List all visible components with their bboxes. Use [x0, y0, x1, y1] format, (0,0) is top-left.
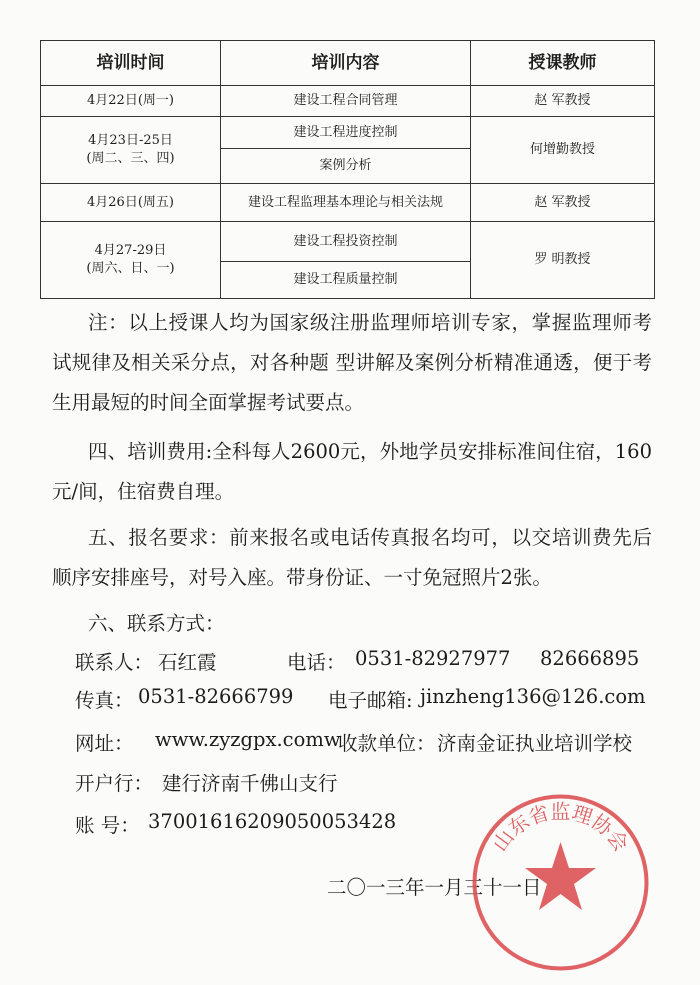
phone-label: 电话： [287, 651, 346, 674]
fax-label: 传真： [75, 689, 134, 712]
date-line: 4月27-29日 [94, 243, 167, 258]
row-content: 建设工程质量控制 [221, 262, 471, 299]
row-date [41, 222, 221, 299]
contact-person-label: 联系人： [75, 651, 154, 674]
note-paragraph: 注：以上授课人均为国家级注册监理师培训专家，掌握监理师考试规律及相关采分点，对各种题 型讲解及案例分析精准通透，便于考生用最短的时间全面掌握考试要点。 [52, 311, 652, 414]
row-date [41, 117, 221, 184]
row-content: 建设工程投资控制 [221, 222, 471, 262]
row-teacher: 赵 军教授 [471, 86, 655, 117]
official-seal [468, 790, 653, 975]
document-date: 二〇一三年一月三十一日 [327, 876, 542, 899]
date-line: (周六、日、一) [86, 261, 175, 276]
date-line: 4月23日-25日 [88, 133, 173, 148]
contact-heading: 六、联系方式： [88, 612, 225, 635]
phone-2: 82666895 [540, 647, 640, 670]
account-number: 37001616209050053428 [148, 810, 397, 833]
seal-text: 山东省监理协会 [487, 799, 634, 856]
account-label: 账 号： [75, 814, 140, 837]
header-content: 培训内容 [221, 41, 471, 86]
email-label: 电子邮箱: [328, 689, 413, 712]
registration-paragraph: 五、报名要求：前来报名或电话传真报名均可，以交培训费先后顺序安排座号，对号入座。带身份证、一寸免冠照片2张。 [52, 526, 652, 589]
table-row [41, 184, 655, 222]
row-content: 建设工程监理基本理论与相关法规 [221, 184, 471, 222]
bank-name: 建行济南千佛山支行 [162, 772, 338, 795]
payee-label: 收款单位： [338, 732, 436, 755]
contact-person: 石红霞 [158, 651, 217, 674]
row-content: 建设工程进度控制 [221, 117, 471, 149]
header-teacher: 授课教师 [471, 41, 655, 86]
bank-label: 开户行： [75, 772, 154, 795]
header-time: 培训时间 [41, 41, 221, 86]
row-teacher: 赵 军教授 [471, 184, 655, 222]
row-date: 4月26日(周五) [41, 184, 221, 222]
payee-name: 济南金证执业培训学校 [437, 732, 633, 755]
fax-number: 0531-82666799 [138, 685, 294, 708]
fees-paragraph: 四、培训费用:全科每人2600元，外地学员安排标准间住宿，160元/间，住宿费自理。 [52, 440, 652, 503]
email-address[interactable]: jinzheng136@126.com [420, 685, 646, 708]
website-url[interactable]: www.zyzgpx.comw [155, 728, 341, 751]
row-teacher: 何增勤教授 [471, 117, 655, 184]
table-row [41, 117, 655, 149]
table-header-row [41, 41, 655, 86]
seal-star-icon [525, 842, 596, 910]
row-content: 建设工程合同管理 [221, 86, 471, 117]
website-label: 网址： [75, 732, 134, 755]
row-teacher: 罗 明教授 [471, 222, 655, 299]
phone-1: 0531-82927977 [355, 647, 511, 670]
date-line: (周二、三、四) [86, 151, 175, 166]
row-content: 案例分析 [221, 149, 471, 184]
row-date: 4月22日(周一) [41, 86, 221, 117]
table-row [41, 222, 655, 262]
table-row [41, 86, 655, 117]
schedule-table [40, 40, 655, 299]
